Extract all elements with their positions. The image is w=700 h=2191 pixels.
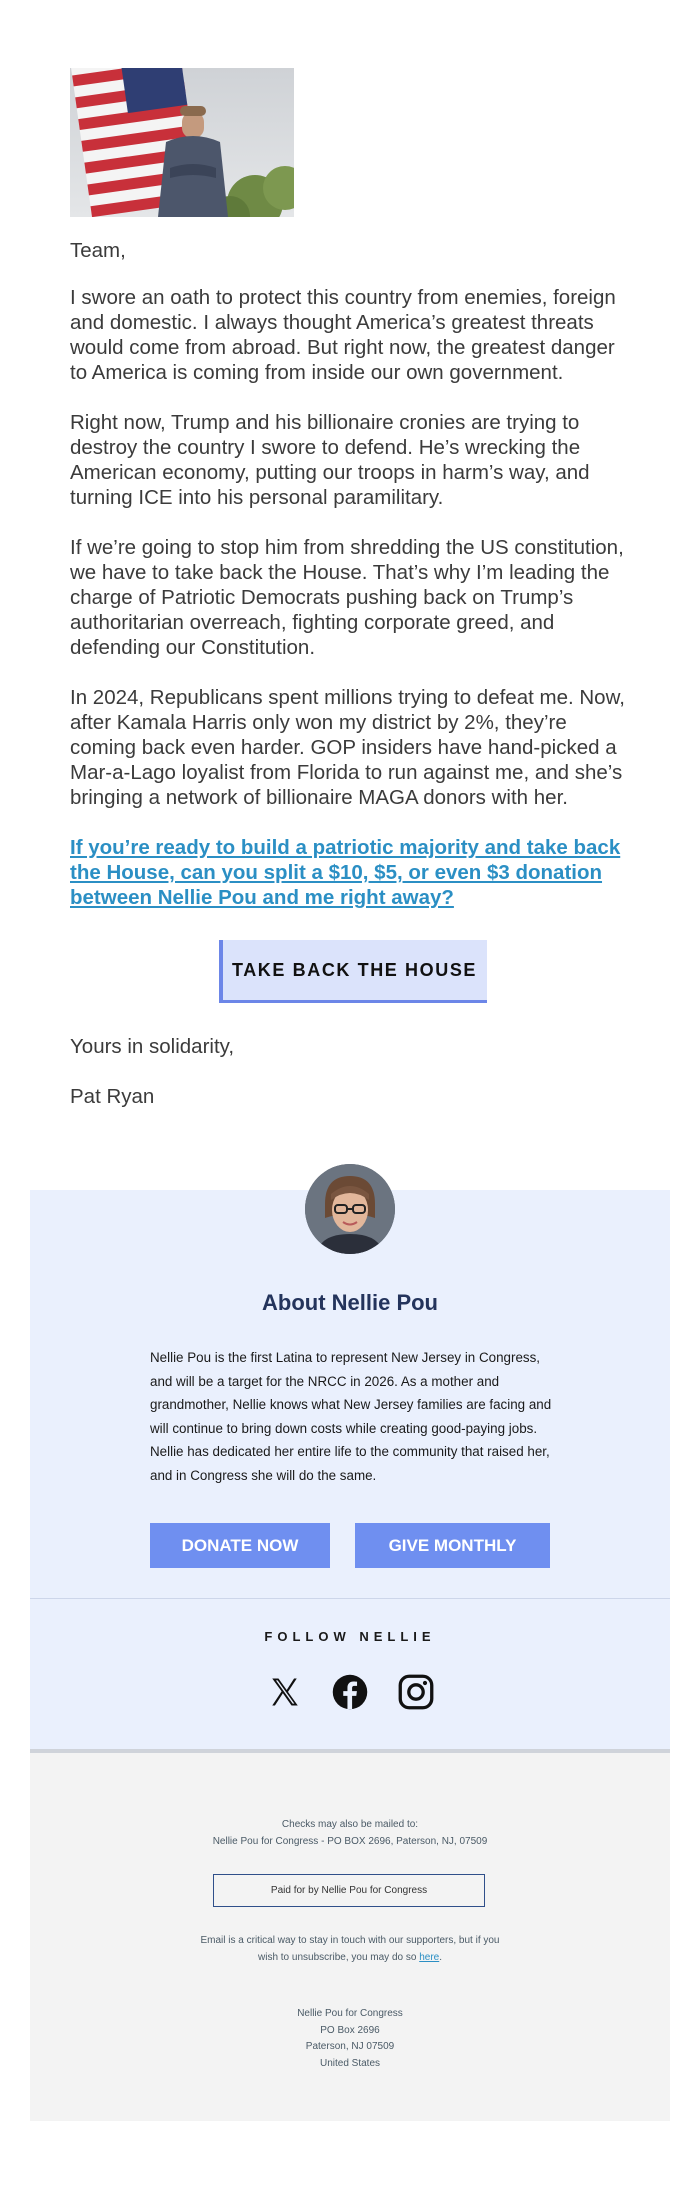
about-title: About Nellie Pou — [262, 1290, 438, 1315]
address-line: United States — [319, 2057, 381, 2069]
unsubscribe-info — [200, 1933, 500, 1966]
hero-photo — [70, 68, 294, 217]
paid-for-disclaimer: Paid for by Nellie Pou for Congress — [213, 1874, 485, 1907]
mail-line: Checks may also be mailed to: — [281, 1819, 419, 1830]
hero-photo-image — [70, 68, 294, 217]
x-link[interactable] — [265, 1672, 305, 1712]
facebook-link[interactable] — [330, 1672, 370, 1712]
unsubscribe-text: Email is a critical way to stay in touch with our supporters, but if you wish to unsubscribe, you may do so — [200, 1935, 500, 1963]
facebook-icon — [332, 1674, 368, 1710]
address-line: Paterson, NJ 07509 — [305, 2041, 395, 2052]
unsubscribe-end: . — [439, 1951, 442, 1963]
instagram-link[interactable] — [396, 1672, 436, 1712]
letter-paragraph: I swore an oath to protect this country from enemies, foreign and domestic. I always thought America’s greatest threats would come from abroad. But right now, the greatest danger to America is coming from inside our own government. — [70, 286, 616, 384]
button-wrapper — [70, 940, 635, 1003]
greeting: Team, — [70, 239, 126, 262]
mailing-address — [200, 2006, 500, 2072]
take-back-the-house-button[interactable]: TAKE BACK THE HOUSE — [219, 940, 487, 1003]
footer — [30, 1753, 670, 2121]
letter-paragraph: In 2024, Republicans spent millions trying to defeat me. Now, after Kamala Harris only won my district by 2%, they’re coming back even harder. GOP insiders have hand-picked a Mar-a-Lago loyalist from Florida to run against me, and she’s bringing a network of billionaire MAGA donors with her. — [70, 686, 625, 809]
follow-title: FOLLOW NELLIE — [264, 1629, 436, 1644]
about-text: Nellie Pou is the first Latina to represent New Jersey in Congress, and will be a target for the NRCC in 2026. As a mother and grandmother, Nellie knows what New Jersey families are facing and will continue to bring down costs while creating good-paying jobs. Nellie has dedicated her entire life to the community that raised her, and in Congress she will do the same. — [150, 1350, 552, 1483]
mail-address: Nellie Pou for Congress - PO BOX 2696, Paterson, NJ, 07509 — [212, 1835, 488, 1847]
avatar — [305, 1164, 395, 1254]
unsubscribe-link[interactable]: here — [419, 1951, 440, 1963]
address-line: Nellie Pou for Congress — [297, 2008, 403, 2019]
x-icon — [268, 1675, 302, 1709]
donation-cta-link[interactable]: If you’re ready to build a patriotic majority and take back the House, can you split a $10, $5, or even $3 donation between Nellie Pou and me right away? — [70, 836, 621, 909]
letter-paragraph: If we’re going to stop him from shredding the US constitution, we have to take back the House. That’s why I’m leading the charge of Patriotic Democrats pushing back on Trump’s authoritarian overreach, fighting corporate greed, and defending our Constitution. — [70, 536, 624, 659]
follow-section — [30, 1599, 670, 1749]
give-monthly-button[interactable]: GIVE MONTHLY — [355, 1523, 550, 1568]
letter-paragraph: Right now, Trump and his billionaire cronies are trying to destroy the country I swore to defend. He’s wrecking the American economy, putting our troops in harm’s way, and turning ICE into his personal paramilitary. — [70, 411, 590, 509]
closing: Yours in solidarity, — [70, 1035, 235, 1058]
donate-now-button[interactable]: DONATE NOW — [150, 1523, 330, 1568]
address-line: PO Box 2696 — [320, 2024, 380, 2036]
signature: Pat Ryan — [70, 1085, 155, 1108]
avatar-image — [305, 1164, 395, 1254]
mail-info — [200, 1817, 500, 1850]
instagram-icon — [398, 1674, 434, 1710]
letter-body — [70, 238, 635, 1134]
